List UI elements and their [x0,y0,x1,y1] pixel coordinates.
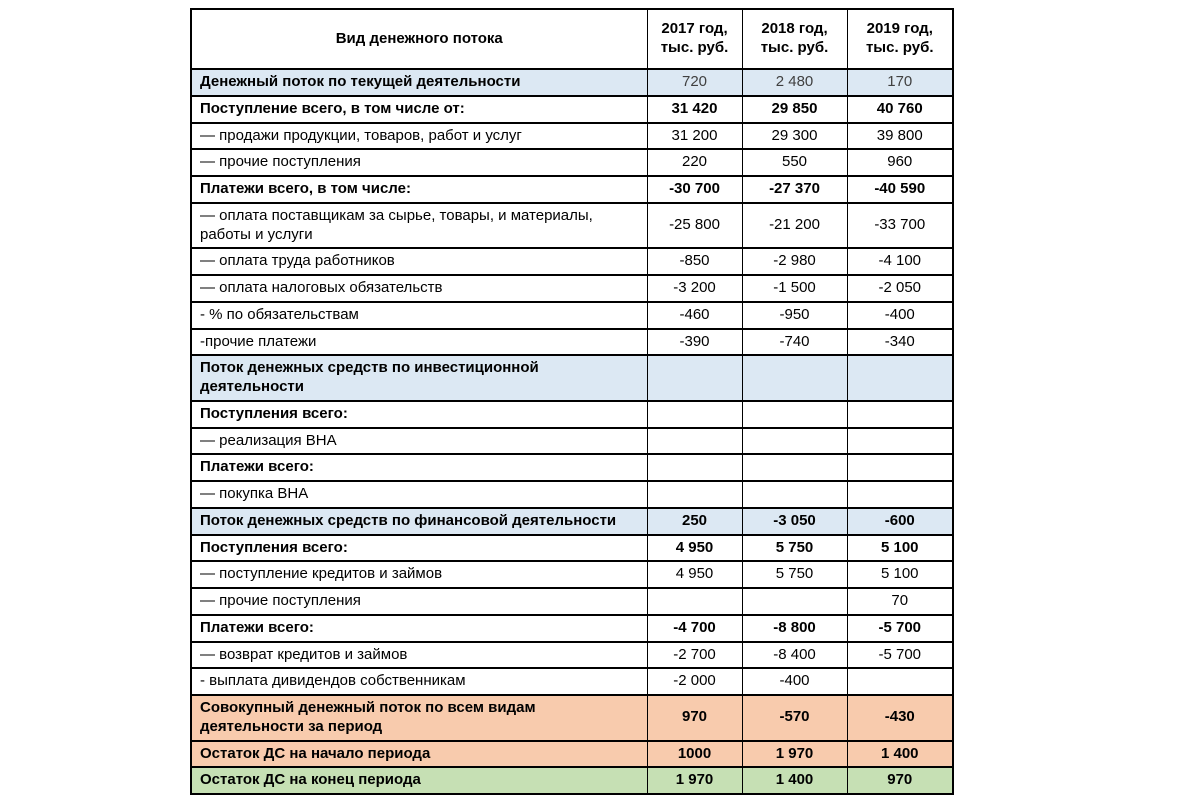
value-cell [647,481,742,508]
row-label: -прочие платежи [191,329,647,356]
value-cell [742,355,847,401]
table-row [191,176,953,203]
value-cell [742,588,847,615]
row-label: - выплата дивидендов собственникам [191,668,647,695]
table-row [191,302,953,329]
value-cell: 40 760 [847,96,953,123]
table-header [191,9,953,69]
value-cell: -400 [742,668,847,695]
value-cell [647,588,742,615]
table-row [191,248,953,275]
table-row [191,561,953,588]
value-cell [847,355,953,401]
row-label: Остаток ДС на начало периода [191,741,647,768]
value-cell: -5 700 [847,642,953,669]
value-cell: 720 [647,69,742,96]
value-cell: -33 700 [847,203,953,249]
table-row [191,355,953,401]
value-cell: -40 590 [847,176,953,203]
value-cell: 70 [847,588,953,615]
row-label: Платежи всего, в том числе: [191,176,647,203]
value-cell: -3 050 [742,508,847,535]
value-cell: -2 050 [847,275,953,302]
value-cell: -8 400 [742,642,847,669]
value-cell: 250 [647,508,742,535]
value-cell: -740 [742,329,847,356]
value-cell: 29 850 [742,96,847,123]
value-cell: 1 400 [847,741,953,768]
value-cell [647,428,742,455]
value-cell [847,428,953,455]
row-label: - % по обязательствам [191,302,647,329]
value-cell: -2 980 [742,248,847,275]
value-cell: -950 [742,302,847,329]
value-cell: -570 [742,695,847,741]
row-label: — прочие поступления [191,588,647,615]
table-row [191,741,953,768]
value-cell: -4 700 [647,615,742,642]
value-cell [742,454,847,481]
table-row [191,668,953,695]
cashflow-table-body [191,69,953,794]
value-cell: 31 200 [647,123,742,150]
row-label: — покупка ВНА [191,481,647,508]
row-label: Остаток ДС на конец периода [191,767,647,794]
value-cell: -30 700 [647,176,742,203]
value-cell: 970 [647,695,742,741]
value-cell: -340 [847,329,953,356]
value-cell: -390 [647,329,742,356]
value-cell: 4 950 [647,561,742,588]
table-row [191,275,953,302]
value-cell [847,454,953,481]
row-label: — оплата труда работников [191,248,647,275]
value-cell: -27 370 [742,176,847,203]
table-row [191,767,953,794]
header-flow-type: Вид денежного потока [191,9,647,69]
table-row [191,535,953,562]
value-cell: -2 000 [647,668,742,695]
table-row [191,69,953,96]
value-cell [742,401,847,428]
row-label: — оплата налоговых обязательств [191,275,647,302]
row-label: — возврат кредитов и займов [191,642,647,669]
value-cell: 1 400 [742,767,847,794]
value-cell: 2 480 [742,69,847,96]
value-cell: -430 [847,695,953,741]
value-cell: 960 [847,149,953,176]
table-row [191,588,953,615]
table-row [191,642,953,669]
table-row [191,203,953,249]
row-label: — оплата поставщикам за сырье, товары, и материалы, работы и услуги [191,203,647,249]
value-cell: 39 800 [847,123,953,150]
table-row [191,454,953,481]
row-label: Поток денежных средств по финансовой деятельности [191,508,647,535]
row-label: Платежи всего: [191,615,647,642]
value-cell [647,355,742,401]
value-cell: 5 750 [742,535,847,562]
value-cell: 550 [742,149,847,176]
row-label: — прочие поступления [191,149,647,176]
row-label: Денежный поток по текущей деятельности [191,69,647,96]
table-row [191,149,953,176]
value-cell: -2 700 [647,642,742,669]
value-cell: -3 200 [647,275,742,302]
value-cell: -5 700 [847,615,953,642]
value-cell: -460 [647,302,742,329]
cashflow-table-container [190,8,954,795]
value-cell [647,454,742,481]
value-cell: 1000 [647,741,742,768]
value-cell: 31 420 [647,96,742,123]
row-label: — продажи продукции, товаров, работ и услуг [191,123,647,150]
table-row [191,329,953,356]
value-cell: -25 800 [647,203,742,249]
table-row [191,123,953,150]
value-cell [647,401,742,428]
value-cell: 5 100 [847,561,953,588]
value-cell [847,481,953,508]
row-label: Совокупный денежный поток по всем видам деятельности за период [191,695,647,741]
header-year-2019: 2019 год, тыс. руб. [847,9,953,69]
value-cell: 220 [647,149,742,176]
header-year-2018: 2018 год, тыс. руб. [742,9,847,69]
table-row [191,481,953,508]
row-label: Поток денежных средств по инвестиционной деятельности [191,355,647,401]
row-label: Поступление всего, в том числе от: [191,96,647,123]
value-cell: -600 [847,508,953,535]
row-label: Поступления всего: [191,535,647,562]
row-label: — реализация ВНА [191,428,647,455]
value-cell: 29 300 [742,123,847,150]
value-cell [847,668,953,695]
value-cell [742,428,847,455]
header-row [191,9,953,69]
table-row [191,615,953,642]
value-cell: -21 200 [742,203,847,249]
value-cell: -1 500 [742,275,847,302]
value-cell: 1 970 [647,767,742,794]
value-cell: 170 [847,69,953,96]
value-cell: -400 [847,302,953,329]
table-row [191,428,953,455]
value-cell: 5 100 [847,535,953,562]
value-cell: 970 [847,767,953,794]
value-cell [847,401,953,428]
value-cell: -4 100 [847,248,953,275]
row-label: Платежи всего: [191,454,647,481]
table-row [191,695,953,741]
value-cell: 1 970 [742,741,847,768]
value-cell: -8 800 [742,615,847,642]
value-cell: 4 950 [647,535,742,562]
value-cell: -850 [647,248,742,275]
row-label: Поступления всего: [191,401,647,428]
header-year-2017: 2017 год, тыс. руб. [647,9,742,69]
value-cell: 5 750 [742,561,847,588]
value-cell [742,481,847,508]
row-label: — поступление кредитов и займов [191,561,647,588]
table-row [191,508,953,535]
table-row [191,96,953,123]
cashflow-table [190,8,954,795]
table-row [191,401,953,428]
